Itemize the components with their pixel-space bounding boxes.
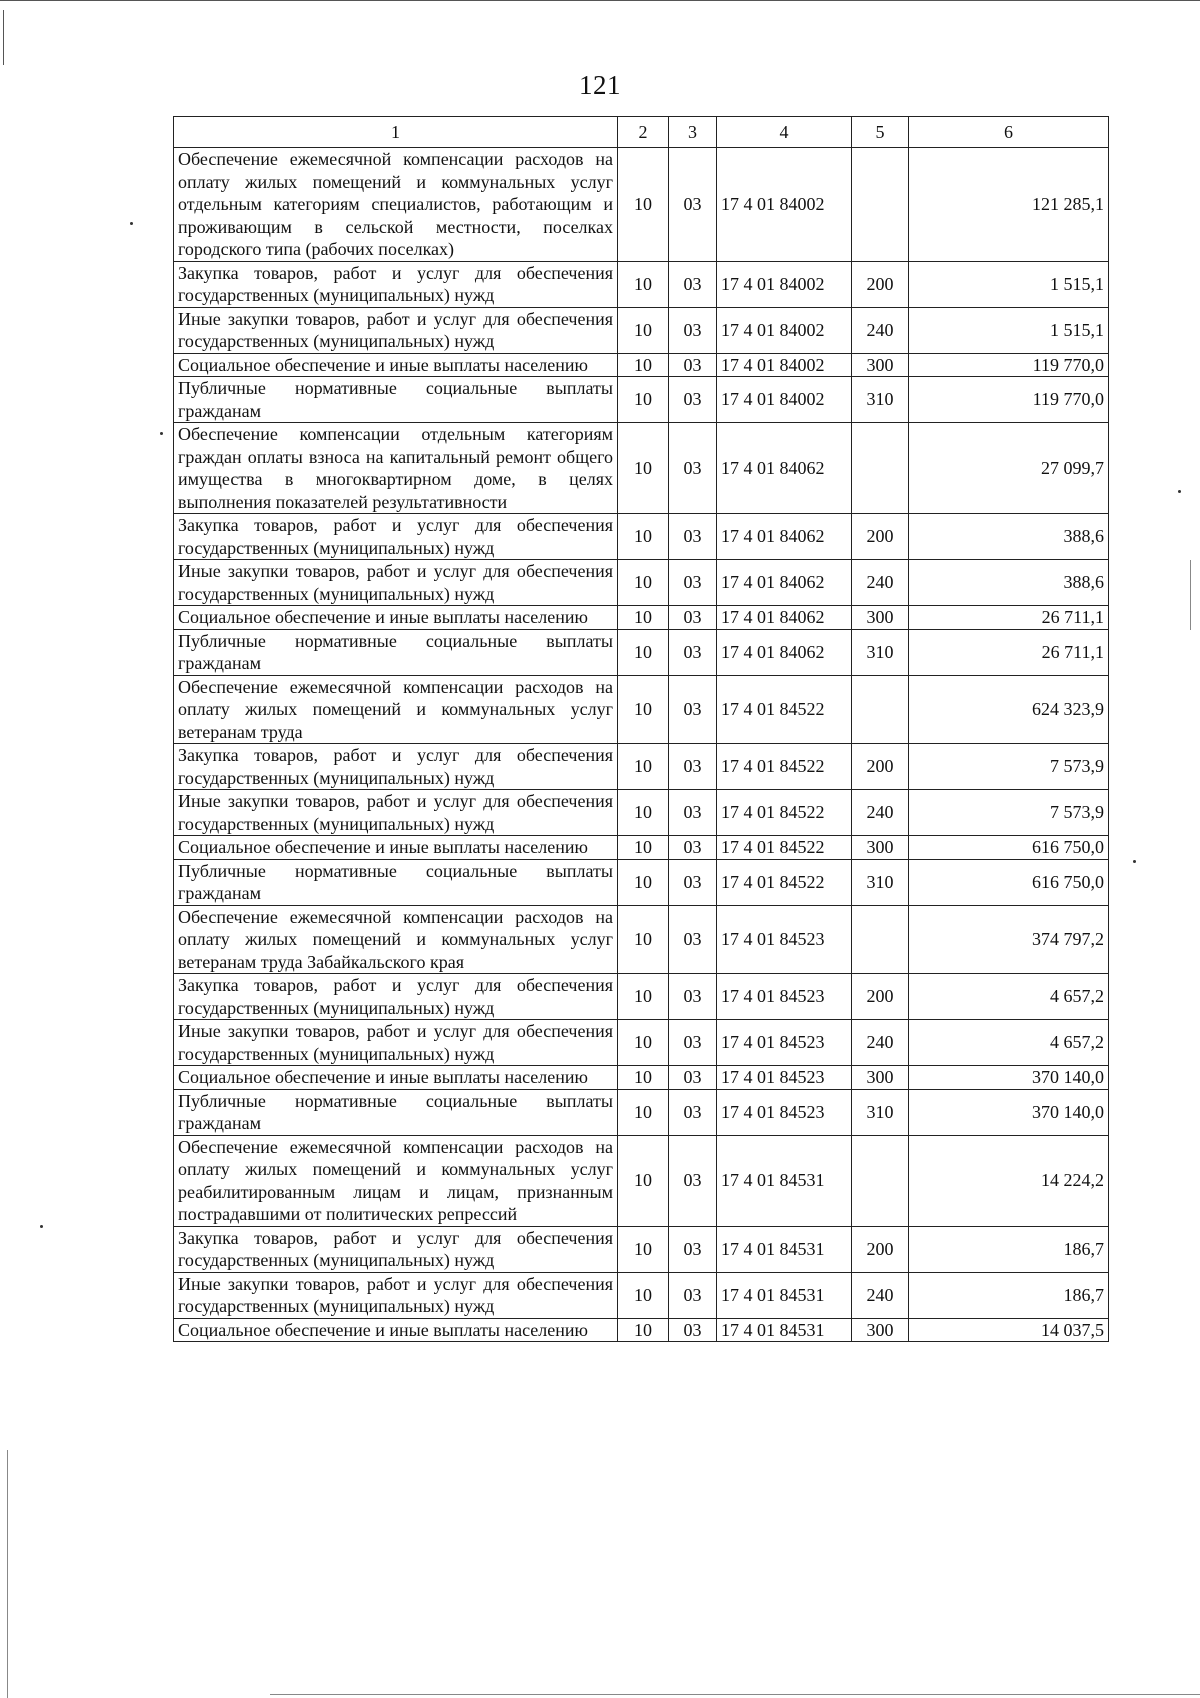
table-row (174, 675, 1109, 744)
scan-speck (1178, 490, 1181, 493)
target-article-cell: 17 4 01 84002 (717, 307, 852, 353)
scan-edge-left-lower (7, 1450, 8, 1698)
table-row (174, 1066, 1109, 1090)
amount-cell: 1 515,1 (909, 261, 1109, 307)
expense-type-cell: 310 (852, 1089, 909, 1135)
item-name-cell: Обеспечение компенсации отдельным категориям граждан оплаты взноса на капитальный ремонт общего имущества в многоквартирном доме, в целях выполнения показателей результативности (174, 423, 618, 514)
item-name-cell: Социальное обеспечение и иные выплаты населению (174, 353, 618, 377)
subsection-code-cell: 03 (669, 1135, 717, 1226)
section-code-cell: 10 (618, 560, 669, 606)
section-code-cell: 10 (618, 1226, 669, 1272)
section-code-cell: 10 (618, 744, 669, 790)
subsection-code-cell: 03 (669, 1318, 717, 1342)
item-name-cell: Публичные нормативные социальные выплаты гражданам (174, 629, 618, 675)
section-code-cell: 10 (618, 629, 669, 675)
expense-type-cell: 200 (852, 1226, 909, 1272)
amount-cell: 370 140,0 (909, 1089, 1109, 1135)
target-article-cell: 17 4 01 84062 (717, 629, 852, 675)
target-article-cell: 17 4 01 84062 (717, 606, 852, 630)
subsection-code-cell: 03 (669, 1272, 717, 1318)
section-code-cell: 10 (618, 790, 669, 836)
expense-type-cell (852, 148, 909, 262)
table-row (174, 790, 1109, 836)
target-article-cell: 17 4 01 84002 (717, 353, 852, 377)
item-name-cell: Иные закупки товаров, работ и услуг для обеспечения государственных (муниципальных) нужд (174, 560, 618, 606)
scan-edge-right (1190, 560, 1191, 630)
table-row (174, 560, 1109, 606)
scan-speck (40, 1225, 43, 1228)
amount-cell: 624 323,9 (909, 675, 1109, 744)
column-header: 4 (717, 117, 852, 148)
target-article-cell: 17 4 01 84002 (717, 148, 852, 262)
section-code-cell: 10 (618, 514, 669, 560)
target-article-cell: 17 4 01 84522 (717, 859, 852, 905)
subsection-code-cell: 03 (669, 859, 717, 905)
expense-type-cell (852, 1135, 909, 1226)
item-name-cell: Закупка товаров, работ и услуг для обеспечения государственных (муниципальных) нужд (174, 514, 618, 560)
subsection-code-cell: 03 (669, 423, 717, 514)
expense-type-cell: 240 (852, 560, 909, 606)
section-code-cell: 10 (618, 1066, 669, 1090)
expense-type-cell: 300 (852, 1066, 909, 1090)
expense-type-cell: 300 (852, 836, 909, 860)
table-row (174, 1020, 1109, 1066)
section-code-cell: 10 (618, 1020, 669, 1066)
item-name-cell: Социальное обеспечение и иные выплаты населению (174, 836, 618, 860)
amount-cell: 616 750,0 (909, 836, 1109, 860)
column-header: 3 (669, 117, 717, 148)
subsection-code-cell: 03 (669, 560, 717, 606)
table-row (174, 514, 1109, 560)
section-code-cell: 10 (618, 307, 669, 353)
subsection-code-cell: 03 (669, 1089, 717, 1135)
table-body (174, 148, 1109, 1342)
subsection-code-cell: 03 (669, 307, 717, 353)
target-article-cell: 17 4 01 84522 (717, 744, 852, 790)
subsection-code-cell: 03 (669, 905, 717, 974)
section-code-cell: 10 (618, 1318, 669, 1342)
amount-cell: 616 750,0 (909, 859, 1109, 905)
expense-type-cell: 310 (852, 377, 909, 423)
expense-type-cell (852, 675, 909, 744)
item-name-cell: Закупка товаров, работ и услуг для обеспечения государственных (муниципальных) нужд (174, 1226, 618, 1272)
subsection-code-cell: 03 (669, 1020, 717, 1066)
amount-cell: 119 770,0 (909, 377, 1109, 423)
column-header: 5 (852, 117, 909, 148)
table-row (174, 629, 1109, 675)
table-row (174, 148, 1109, 262)
scan-speck (130, 222, 133, 225)
table-row (174, 1135, 1109, 1226)
section-code-cell: 10 (618, 423, 669, 514)
subsection-code-cell: 03 (669, 629, 717, 675)
amount-cell: 119 770,0 (909, 353, 1109, 377)
column-header: 1 (174, 117, 618, 148)
item-name-cell: Социальное обеспечение и иные выплаты населению (174, 1066, 618, 1090)
amount-cell: 26 711,1 (909, 606, 1109, 630)
table-row (174, 353, 1109, 377)
target-article-cell: 17 4 01 84523 (717, 905, 852, 974)
scan-edge-left (3, 10, 4, 65)
amount-cell: 27 099,7 (909, 423, 1109, 514)
table-header-row (174, 117, 1109, 148)
subsection-code-cell: 03 (669, 675, 717, 744)
page-number: 121 (579, 70, 621, 100)
section-code-cell: 10 (618, 1272, 669, 1318)
item-name-cell: Обеспечение ежемесячной компенсации расходов на оплату жилых помещений и коммунальных услуг реабилитированным лицам и лицам, признанным пострадавшими от политических репрессий (174, 1135, 618, 1226)
amount-cell: 14 224,2 (909, 1135, 1109, 1226)
expense-type-cell: 240 (852, 1020, 909, 1066)
expense-type-cell: 200 (852, 974, 909, 1020)
subsection-code-cell: 03 (669, 974, 717, 1020)
amount-cell: 186,7 (909, 1272, 1109, 1318)
budget-table (173, 116, 1109, 1342)
expense-type-cell: 200 (852, 514, 909, 560)
table-row (174, 307, 1109, 353)
target-article-cell: 17 4 01 84531 (717, 1226, 852, 1272)
amount-cell: 121 285,1 (909, 148, 1109, 262)
table-row (174, 974, 1109, 1020)
table-row (174, 1089, 1109, 1135)
target-article-cell: 17 4 01 84523 (717, 1066, 852, 1090)
item-name-cell: Закупка товаров, работ и услуг для обеспечения государственных (муниципальных) нужд (174, 744, 618, 790)
table-row (174, 744, 1109, 790)
item-name-cell: Социальное обеспечение и иные выплаты населению (174, 606, 618, 630)
table-row (174, 1226, 1109, 1272)
section-code-cell: 10 (618, 974, 669, 1020)
item-name-cell: Закупка товаров, работ и услуг для обеспечения государственных (муниципальных) нужд (174, 974, 618, 1020)
amount-cell: 4 657,2 (909, 1020, 1109, 1066)
subsection-code-cell: 03 (669, 148, 717, 262)
item-name-cell: Публичные нормативные социальные выплаты гражданам (174, 377, 618, 423)
amount-cell: 7 573,9 (909, 790, 1109, 836)
section-code-cell: 10 (618, 836, 669, 860)
target-article-cell: 17 4 01 84062 (717, 423, 852, 514)
table-row (174, 1318, 1109, 1342)
column-header: 6 (909, 117, 1109, 148)
amount-cell: 186,7 (909, 1226, 1109, 1272)
scan-speck (1133, 860, 1136, 863)
scan-edge-top (0, 0, 1200, 1)
expense-type-cell: 300 (852, 606, 909, 630)
expense-type-cell (852, 905, 909, 974)
subsection-code-cell: 03 (669, 377, 717, 423)
expense-type-cell: 200 (852, 261, 909, 307)
expense-type-cell: 310 (852, 629, 909, 675)
section-code-cell: 10 (618, 905, 669, 974)
item-name-cell: Публичные нормативные социальные выплаты гражданам (174, 859, 618, 905)
amount-cell: 370 140,0 (909, 1066, 1109, 1090)
section-code-cell: 10 (618, 1135, 669, 1226)
subsection-code-cell: 03 (669, 353, 717, 377)
section-code-cell: 10 (618, 261, 669, 307)
section-code-cell: 10 (618, 859, 669, 905)
item-name-cell: Иные закупки товаров, работ и услуг для обеспечения государственных (муниципальных) нужд (174, 1272, 618, 1318)
item-name-cell: Иные закупки товаров, работ и услуг для обеспечения государственных (муниципальных) нужд (174, 790, 618, 836)
table-row (174, 905, 1109, 974)
target-article-cell: 17 4 01 84523 (717, 1089, 852, 1135)
expense-type-cell: 240 (852, 790, 909, 836)
expense-type-cell: 310 (852, 859, 909, 905)
item-name-cell: Обеспечение ежемесячной компенсации расходов на оплату жилых помещений и коммунальных услуг ветеранам труда (174, 675, 618, 744)
item-name-cell: Публичные нормативные социальные выплаты гражданам (174, 1089, 618, 1135)
subsection-code-cell: 03 (669, 744, 717, 790)
amount-cell: 388,6 (909, 560, 1109, 606)
table-row (174, 1272, 1109, 1318)
section-code-cell: 10 (618, 148, 669, 262)
amount-cell: 388,6 (909, 514, 1109, 560)
target-article-cell: 17 4 01 84522 (717, 836, 852, 860)
table-row (174, 261, 1109, 307)
expense-type-cell: 200 (852, 744, 909, 790)
table-row (174, 423, 1109, 514)
amount-cell: 1 515,1 (909, 307, 1109, 353)
target-article-cell: 17 4 01 84522 (717, 675, 852, 744)
item-name-cell: Закупка товаров, работ и услуг для обеспечения государственных (муниципальных) нужд (174, 261, 618, 307)
expense-type-cell: 300 (852, 353, 909, 377)
table-row (174, 836, 1109, 860)
target-article-cell: 17 4 01 84531 (717, 1318, 852, 1342)
subsection-code-cell: 03 (669, 836, 717, 860)
amount-cell: 4 657,2 (909, 974, 1109, 1020)
expense-type-cell: 240 (852, 1272, 909, 1318)
table-row (174, 859, 1109, 905)
item-name-cell: Социальное обеспечение и иные выплаты населению (174, 1318, 618, 1342)
column-header: 2 (618, 117, 669, 148)
table-row (174, 606, 1109, 630)
target-article-cell: 17 4 01 84531 (717, 1272, 852, 1318)
scan-speck (160, 432, 163, 435)
amount-cell: 7 573,9 (909, 744, 1109, 790)
target-article-cell: 17 4 01 84531 (717, 1135, 852, 1226)
target-article-cell: 17 4 01 84523 (717, 974, 852, 1020)
section-code-cell: 10 (618, 1089, 669, 1135)
subsection-code-cell: 03 (669, 1226, 717, 1272)
target-article-cell: 17 4 01 84062 (717, 560, 852, 606)
target-article-cell: 17 4 01 84522 (717, 790, 852, 836)
amount-cell: 374 797,2 (909, 905, 1109, 974)
subsection-code-cell: 03 (669, 790, 717, 836)
item-name-cell: Иные закупки товаров, работ и услуг для обеспечения государственных (муниципальных) нужд (174, 1020, 618, 1066)
section-code-cell: 10 (618, 377, 669, 423)
target-article-cell: 17 4 01 84523 (717, 1020, 852, 1066)
target-article-cell: 17 4 01 84062 (717, 514, 852, 560)
expense-type-cell (852, 423, 909, 514)
subsection-code-cell: 03 (669, 606, 717, 630)
item-name-cell: Обеспечение ежемесячной компенсации расходов на оплату жилых помещений и коммунальных услуг ветеранам труда Забайкальского края (174, 905, 618, 974)
table-row (174, 377, 1109, 423)
subsection-code-cell: 03 (669, 1066, 717, 1090)
amount-cell: 26 711,1 (909, 629, 1109, 675)
section-code-cell: 10 (618, 675, 669, 744)
section-code-cell: 10 (618, 606, 669, 630)
item-name-cell: Обеспечение ежемесячной компенсации расходов на оплату жилых помещений и коммунальных услуг отдельным категориям специалистов, работающим и проживающим в сельской местности, поселках городского типа (рабочих поселках) (174, 148, 618, 262)
target-article-cell: 17 4 01 84002 (717, 377, 852, 423)
item-name-cell: Иные закупки товаров, работ и услуг для обеспечения государственных (муниципальных) нужд (174, 307, 618, 353)
subsection-code-cell: 03 (669, 514, 717, 560)
scan-edge-bottom (270, 1694, 1200, 1695)
subsection-code-cell: 03 (669, 261, 717, 307)
amount-cell: 14 037,5 (909, 1318, 1109, 1342)
section-code-cell: 10 (618, 353, 669, 377)
target-article-cell: 17 4 01 84002 (717, 261, 852, 307)
expense-type-cell: 300 (852, 1318, 909, 1342)
expense-type-cell: 240 (852, 307, 909, 353)
